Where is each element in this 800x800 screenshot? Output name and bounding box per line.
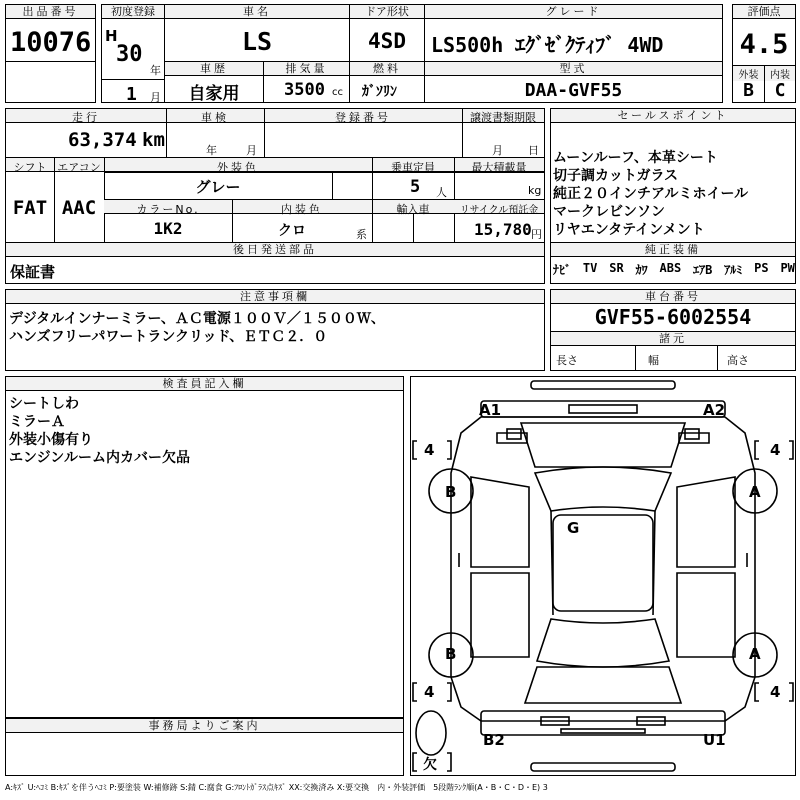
note-line-1: デジタルインナーミラー、ＡＣ電源１００Ｖ／１５００Ｗ、 <box>9 311 385 327</box>
sales-point-3: 純正２０インチアルミホイール <box>553 186 749 202</box>
history-value: 自家用 <box>188 84 240 104</box>
equip-alloy: ｱﾙﾐ <box>724 263 743 277</box>
wheel-rl-mark: B <box>445 645 457 663</box>
max-load-unit: kg <box>528 184 542 197</box>
office-box <box>5 718 404 776</box>
spec-length: 長さ <box>556 354 578 367</box>
wheel-fr-mark: A <box>749 483 761 501</box>
grade-box <box>424 4 723 62</box>
car-diagram <box>410 376 796 776</box>
mileage-value: 63,374 <box>68 129 137 151</box>
chassis-box <box>550 289 796 371</box>
mark-a2: A2 <box>703 401 726 419</box>
model-box <box>164 4 350 62</box>
sales-point-1: ムーンルーフ、本革シート <box>553 150 718 166</box>
door-box <box>349 4 425 62</box>
spare-tire-status: 欠 <box>423 757 437 773</box>
ac-label: エアコン <box>57 161 101 174</box>
wheel-fl-mark: B <box>445 483 457 501</box>
tire-rl-depth: 4 <box>424 683 435 701</box>
displacement-unit: cc <box>332 87 343 98</box>
chassis-label: 車台番号 <box>551 290 795 304</box>
equip-leather: ｶﾜ <box>635 263 648 277</box>
inspector-line-4: エンジンルーム内カバー欠品 <box>9 450 190 466</box>
sales-point-4: マークレビンソン <box>553 204 665 220</box>
lot-label: 出品番号 <box>6 5 95 19</box>
first-reg-month: 1 <box>126 84 137 105</box>
inspector-line-3: 外装小傷有り <box>9 432 93 448</box>
spec-height: 高さ <box>727 354 749 367</box>
fuel-label: 燃料 <box>350 62 424 76</box>
model-code-box <box>424 61 723 103</box>
int-color-value: クロ <box>278 223 306 239</box>
capacity-unit: 人 <box>436 186 447 199</box>
equip-abs: ABS <box>659 261 682 275</box>
equip-airbag: ｴｱB <box>693 263 713 277</box>
capacity-value: 5 <box>410 177 421 197</box>
grade-label: グレード <box>425 5 722 19</box>
mileage-label: 走行 <box>72 111 100 124</box>
equip-pw: PW <box>780 261 795 275</box>
model-name: LS <box>241 27 273 56</box>
month-unit: 月 <box>150 91 161 104</box>
spec-width: 幅 <box>648 354 659 367</box>
int-color-label: 内装色 <box>281 203 323 216</box>
later-parts-value: 保証書 <box>10 263 56 281</box>
legend: A:ｷｽﾞ U:ﾍｺﾐ B:ｷｽﾞを伴うﾍｺﾐ P:要塗装 W:補修跡 S:錆 C:腐食 G:ﾌﾛﾝﾄｶﾞﾗｽ点ｷｽﾞ XX:交換済み X:要交換 内・外装評価 5段階ﾗﾝｸ順(A・B・C・D・E) 3 <box>5 783 548 792</box>
equipment-label: 純正装備 <box>551 243 795 257</box>
displacement-value: 3500 <box>284 80 325 100</box>
equip-sr: SR <box>609 261 624 275</box>
lot-box <box>5 4 96 62</box>
inspector-label: 検査員記入欄 <box>6 377 403 391</box>
tire-fl-depth: 4 <box>424 441 435 459</box>
transfer-month-unit: 月 <box>492 144 503 157</box>
rating-value: 4.5 <box>739 29 789 60</box>
history-label: 車歴 <box>165 62 263 76</box>
later-parts-label: 後日発送部品 <box>6 243 544 257</box>
tire-rr-depth: 4 <box>770 683 781 701</box>
int-label: 内装 <box>765 66 795 81</box>
transfer-day-unit: 日 <box>528 144 539 157</box>
rating-label: 評価点 <box>733 5 795 19</box>
lot-blank <box>5 61 96 103</box>
ext-color-value: グレー <box>195 178 241 196</box>
sales-points-label: セールスポイント <box>551 109 795 123</box>
recycle-unit: 円 <box>531 228 542 241</box>
inspector-line-2: ミラーＡ <box>9 414 65 430</box>
model-label: 車名 <box>165 5 349 19</box>
sales-point-2: 切子調カットガラス <box>553 168 679 184</box>
specs-label: 諸元 <box>551 332 795 346</box>
shift-label: シフト <box>13 161 47 174</box>
inspector-box <box>5 376 404 718</box>
displacement-box <box>263 61 350 103</box>
notes-label: 注意事項欄 <box>6 290 544 304</box>
mark-b2: B2 <box>483 731 505 749</box>
ext-color-label: 外装色 <box>217 161 259 174</box>
mark-a1: A1 <box>479 401 502 419</box>
int-color-unit: 系 <box>356 228 367 241</box>
color-no-label: カラーNo. <box>136 203 200 216</box>
reg-no-label: 登録番号 <box>335 111 391 124</box>
car-outline <box>411 377 795 775</box>
equipment-list <box>553 261 795 278</box>
inspection-label: 車検 <box>201 111 229 124</box>
year-unit: 年 <box>150 64 161 77</box>
max-load-label: 最大積載量 <box>471 161 527 174</box>
color-no-value: 1K2 <box>153 219 183 238</box>
mark-g: G <box>567 519 580 537</box>
capacity-label: 乗車定員 <box>391 161 435 174</box>
mileage-unit: km <box>142 129 165 151</box>
tire-fr-depth: 4 <box>770 441 781 459</box>
displacement-label: 排気量 <box>264 62 349 76</box>
office-label: 事務局よりご案内 <box>6 719 403 733</box>
chassis-number: GVF55-6002554 <box>594 305 752 329</box>
ext-label: 外装 <box>733 66 764 81</box>
rating-box <box>732 4 796 103</box>
note-line-2: ハンズフリーパワートランクリッド、ＥＴＣ２．０ <box>9 329 328 345</box>
ext-rating: B <box>743 80 754 101</box>
transfer-label: 譲渡書類期限 <box>470 111 536 124</box>
inspector-line-1: シートしわ <box>9 396 79 412</box>
model-code-label: 型式 <box>425 62 722 76</box>
model-code-value: DAA-GVF55 <box>524 80 623 101</box>
vehicle-info-box <box>5 108 545 284</box>
equip-ps: PS <box>754 261 769 275</box>
import-label: 輸入車 <box>396 203 430 216</box>
first-reg-label: 初度登録 <box>102 5 164 19</box>
fuel-box <box>349 61 425 103</box>
grade-value: LS500h ｴｸﾞｾﾞｸﾃｨﾌﾞ 4WD <box>431 33 664 57</box>
int-rating: C <box>774 80 786 101</box>
sales-point-5: リヤエンタテインメント <box>553 222 705 238</box>
mark-u1: U1 <box>703 731 726 749</box>
inspection-month-unit: 月 <box>246 144 257 157</box>
door-type: 4SD <box>368 29 406 53</box>
fuel-value: ｶﾞｿﾘﾝ <box>362 84 397 100</box>
first-reg-year: 30 <box>116 42 143 67</box>
recycle-value: 15,780 <box>474 220 532 239</box>
history-box <box>164 61 264 103</box>
notes-box <box>5 289 545 371</box>
first-reg-box <box>101 4 165 103</box>
lot-number: 10076 <box>10 27 92 58</box>
sales-points-box <box>550 108 796 284</box>
shift-value: FAT <box>12 197 48 219</box>
era: H <box>105 27 118 45</box>
ac-value: AAC <box>61 197 97 219</box>
recycle-label: リサイクル預託金 <box>459 205 539 216</box>
wheel-rr-mark: A <box>749 645 761 663</box>
equip-tv: TV <box>582 261 598 275</box>
equip-navi: ﾅﾋﾞ <box>553 263 572 277</box>
door-label: ドア形状 <box>350 5 424 19</box>
inspection-year-unit: 年 <box>206 144 217 157</box>
